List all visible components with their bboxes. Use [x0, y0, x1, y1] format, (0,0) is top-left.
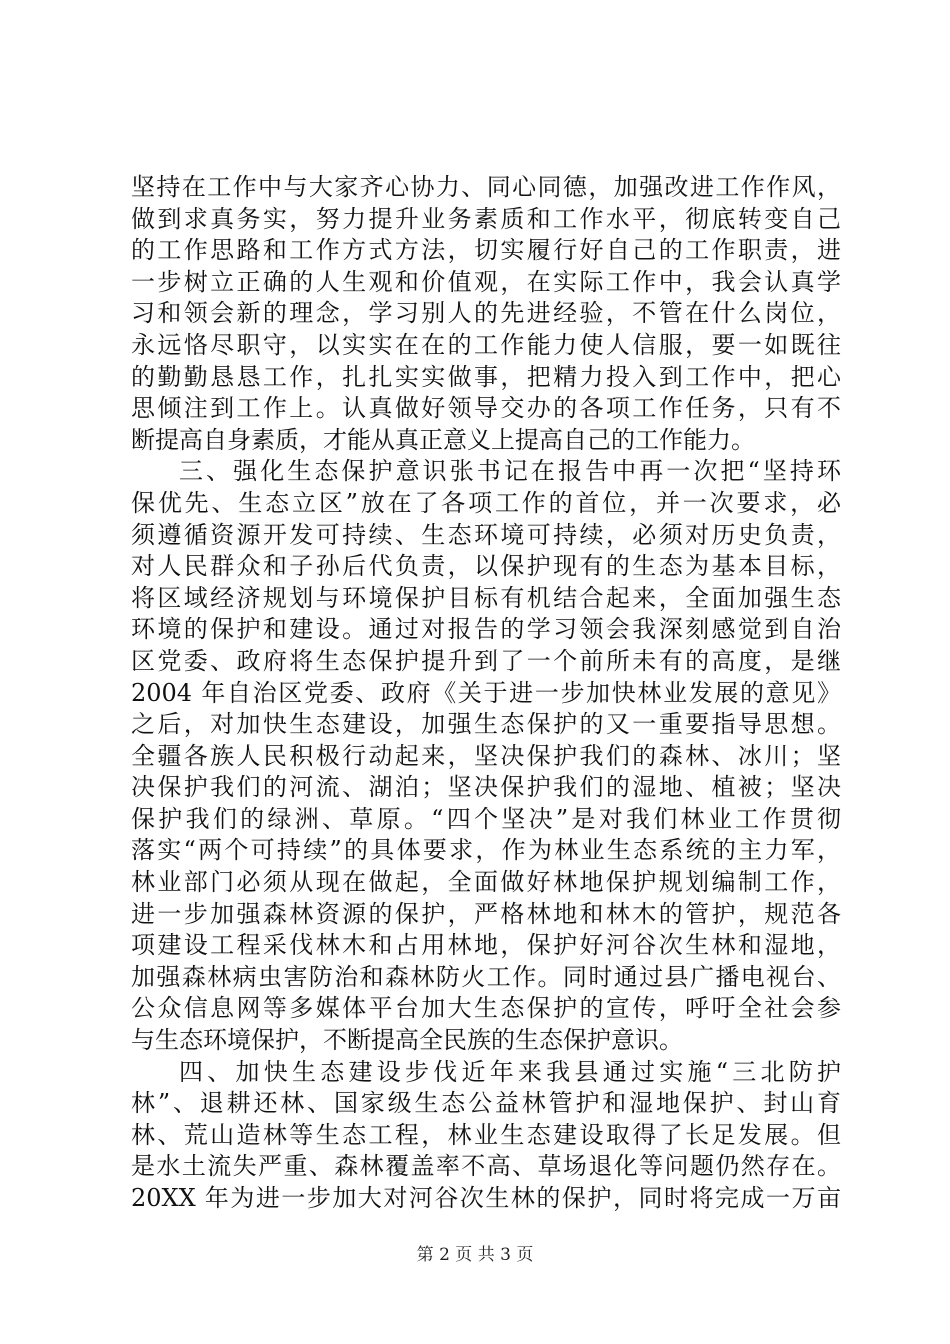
- page-footer: 第 2 页 共 3 页: [416, 1245, 534, 1265]
- text-line: 林、荒山造林等生态工程，林业生态建设取得了长足发展。但: [131, 1120, 841, 1149]
- text-line: 进一步加强森林资源的保护，严格林地和林木的管护，规范各: [131, 899, 841, 928]
- text-line: 之后，对加快生态建设，加强生态保护的又一重要指导思想。: [131, 710, 841, 739]
- text-line: 将区域经济规划与环境保护目标有机结合起来，全面加强生态: [131, 583, 841, 612]
- text-line: 区党委、政府将生态保护提升到了一个前所未有的高度，是继: [131, 646, 841, 675]
- text-line: 2004 年自治区党委、政府《关于进一步加快林业发展的意见》: [131, 678, 841, 707]
- text-line: 的工作思路和工作方式方法，切实履行好自己的工作职责，进: [131, 236, 841, 265]
- text-line: 的勤勤恳恳工作，扎扎实实做事，把精力投入到工作中，把心: [131, 362, 841, 391]
- text-line: 保优先、生态立区”放在了各项工作的首位，并一次要求，必: [131, 488, 841, 517]
- text-line: 思倾注到工作上。认真做好领导交办的各项工作任务，只有不: [131, 394, 841, 423]
- text-line: 加强森林病虫害防治和森林防火工作。同时通过县广播电视台、: [131, 962, 841, 991]
- text-line: 全疆各族人民积极行动起来，坚决保护我们的森林、冰川；坚: [131, 741, 841, 770]
- text-line: 对人民群众和子孙后代负责，以保护现有的生态为基本目标，: [131, 552, 841, 581]
- body-text: [131, 172, 841, 1215]
- text-line: 坚持在工作中与大家齐心协力、同心同德，加强改进工作作风，: [131, 173, 841, 201]
- text-line: 保护我们的绿洲、草原。“四个坚决”是对我们林业工作贯彻: [131, 804, 841, 833]
- section-heading-line: 三、强化生态保护意识张书记在报告中再一次把“坚持环: [179, 457, 841, 486]
- text-line: 环境的保护和建设。通过对报告的学习领会我深刻感觉到自治: [131, 615, 841, 644]
- paragraph-end-line: 与生态环境保护，不断提高全民族的生态保护意识。: [131, 1026, 683, 1055]
- text-line: 永远恪尽职守，以实实在在的工作能力使人信服，要一如既往: [131, 330, 841, 359]
- text-line: 做到求真务实，努力提升业务素质和工作水平，彻底转变自己: [131, 204, 841, 233]
- text-line: 决保护我们的河流、湖泊；坚决保护我们的湿地、植被；坚决: [131, 773, 841, 802]
- section-heading-line: 四、加快生态建设步伐近年来我县通过实施“三北防护: [179, 1057, 841, 1086]
- text-line: 林”、退耕还林、国家级生态公益林管护和湿地保护、封山育: [131, 1089, 841, 1118]
- text-line: 林业部门必须从现在做起，全面做好林地保护规划编制工作，: [131, 868, 841, 897]
- text-line: 习和领会新的理念，学习别人的先进经验，不管在什么岗位，: [131, 299, 841, 328]
- text-line: 须遵循资源开发可持续、生态环境可持续，必须对历史负责，: [131, 520, 841, 549]
- text-line: 项建设工程采伐林木和占用林地，保护好河谷次生林和湿地，: [131, 931, 841, 960]
- text-line: 是水土流失严重、森林覆盖率不高、草场退化等问题仍然存在。: [131, 1152, 841, 1181]
- text-line: 落实“两个可持续”的具体要求，作为林业生态系统的主力军，: [131, 836, 841, 865]
- paragraph-end-line: 断提高自身素质，才能从真正意义上提高自己的工作能力。: [131, 425, 755, 454]
- text-line: 公众信息网等多媒体平台加大生态保护的宣传，呼吁全社会参: [131, 994, 841, 1023]
- text-line: 20XX 年为进一步加大对河谷次生林的保护，同时将完成一万亩: [131, 1184, 841, 1212]
- text-line: 一步树立正确的人生观和价值观，在实际工作中，我会认真学: [131, 267, 841, 296]
